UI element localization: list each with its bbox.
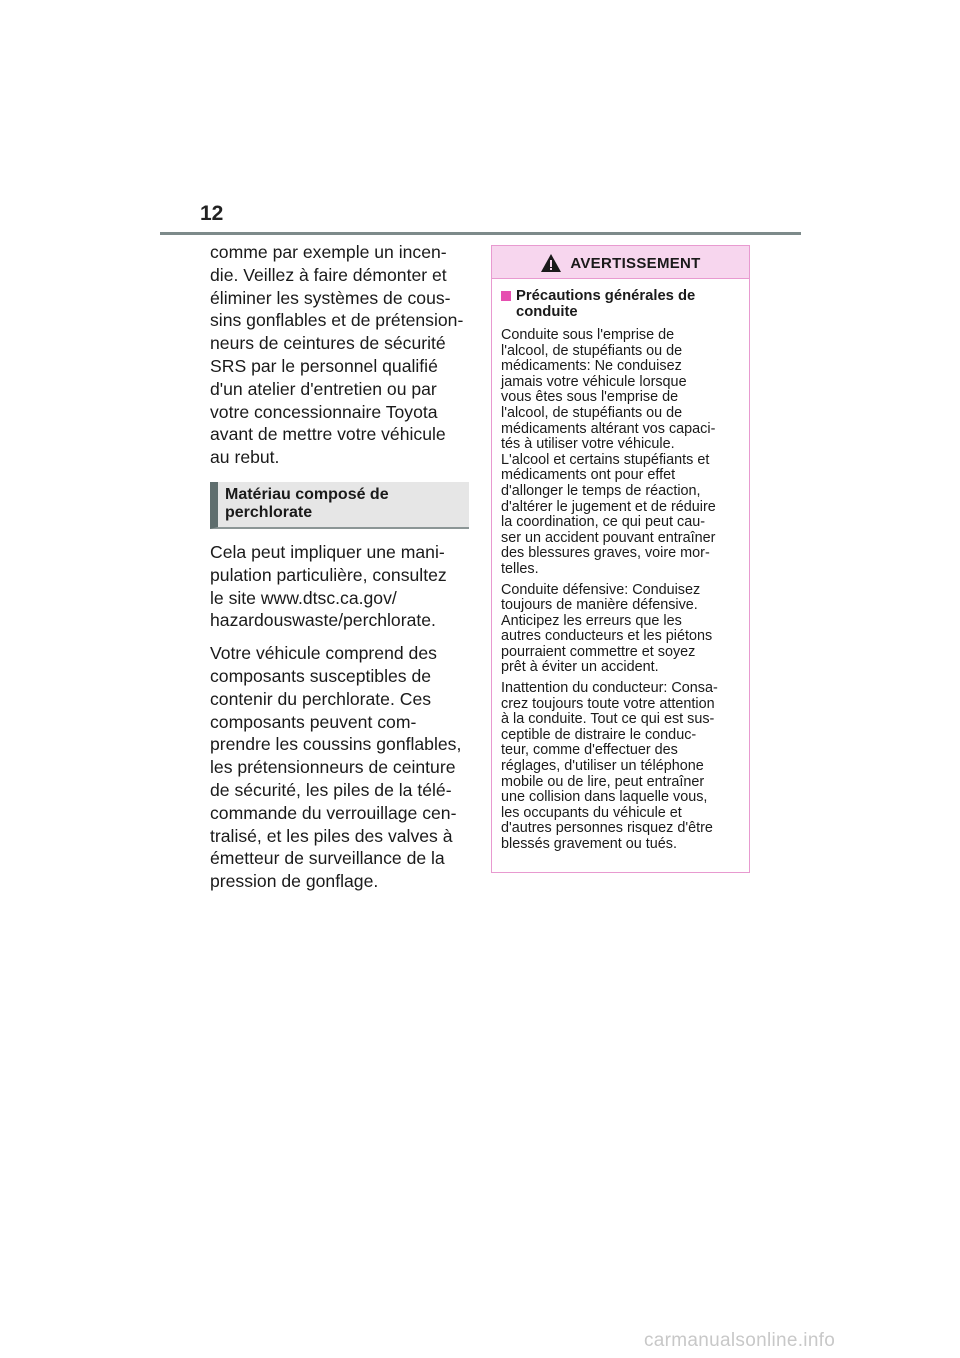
- page-number: 12: [200, 202, 224, 225]
- watermark: carmanualsonline.info: [644, 1330, 836, 1351]
- warning-paragraph-1: Conduite sous l'emprise de l'alcool, de stupéfiants ou de médicaments: Ne conduisez jamais votre véhicule lorsque vous êtes sous l'emprise de l'alcool, de stupéfiants ou de médicaments altérant vos capaci- tés à utiliser votre véhicule. L'alcool et certains stupéfiants et médicaments ont pour effet d'allonger le temps de réaction, d'altérer le jugement et de réduire la coordination, ce qui peut cau- ser un accident pouvant entraîner des blessures graves, voire mor- telles.: [501, 327, 716, 577]
- warning-box: [491, 245, 750, 873]
- warning-header: [492, 246, 749, 279]
- warning-title: AVERTISSEMENT: [570, 254, 701, 272]
- warning-subheading-text: Précautions générales de conduite: [516, 288, 696, 320]
- warning-body: [492, 279, 749, 853]
- header-rule: [160, 232, 801, 235]
- body-paragraph-3: Votre véhicule comprend des composants susceptibles de contenir du perchlorate. Ces composants peuvent com- prendre les coussins gonflables, les prétensionneurs de ceinture de sécurité, les piles de la télé- commande du verrouillage cen- tralisé, et les piles des valves à émetteur de surveillance de la pression de gonflage.: [210, 643, 462, 892]
- warning-paragraph-2: Conduite défensive: Conduisez toujours de manière défensive. Anticipez les erreurs que les autres conducteurs et les piétons pourraient commettre et soyez prêt à éviter un accident.: [501, 581, 713, 676]
- warning-subheading: [501, 288, 740, 320]
- warning-triangle-icon: [540, 253, 562, 273]
- left-column-top: [210, 241, 472, 469]
- left-column-bottom: [210, 541, 472, 893]
- body-paragraph-1: comme par exemple un incen- die. Veillez à faire démonter et éliminer les systèmes de cous- sins gonflables et de prétension- neurs de ceintures de sécurité SRS par le personnel qualifié d'un atelier d'entretien ou par votre concessionnaire Toyota avant de mettre votre véhicule au rebut.: [210, 242, 464, 468]
- square-bullet-icon: [501, 291, 511, 301]
- warning-paragraph-3: Inattention du conducteur: Consa- crez toujours toute votre attention à la conduite. Tout ce qui est sus- ceptible de distraire le conduc- teur, comme d'effectuer des réglages, d'utiliser un téléphone mobile ou de lire, peut entraîner une collision dans laquelle vous, les occupants du véhicule et d'autres personnes risquez d'être blessés gravement ou tués.: [501, 680, 718, 852]
- section-heading: Matériau composé de perchlorate: [210, 482, 469, 529]
- body-paragraph-2: Cela peut impliquer une mani- pulation particulière, consultez le site www.dtsc.ca.gov/ hazardouswaste/perchlorate.: [210, 542, 447, 631]
